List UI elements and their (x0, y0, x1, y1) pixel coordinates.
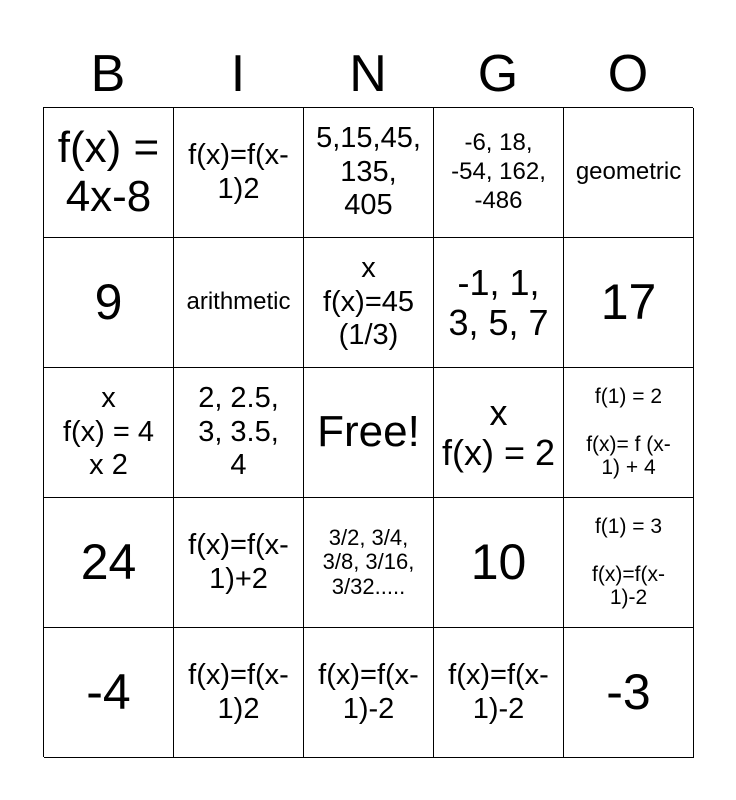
bingo-cell-o4[interactable]: f(1) = 3 f(x)=f(x- 1)-2 (564, 498, 694, 628)
bingo-cell-b2[interactable]: 9 (44, 238, 174, 368)
bingo-cell-o1[interactable]: geometric (564, 108, 694, 238)
bingo-cell-b4[interactable]: 24 (44, 498, 174, 628)
bingo-cell-g2[interactable]: -1, 1, 3, 5, 7 (434, 238, 564, 368)
bingo-board (43, 107, 693, 757)
bingo-cell-b1[interactable]: f(x) = 4x-8 (44, 108, 174, 238)
bingo-cell-i5[interactable]: f(x)=f(x- 1)2 (174, 628, 304, 758)
bingo-cell-n1[interactable]: 5,15,45, 135, 405 (304, 108, 434, 238)
bingo-cell-g5[interactable]: f(x)=f(x- 1)-2 (434, 628, 564, 758)
bingo-cell-i4[interactable]: f(x)=f(x- 1)+2 (174, 498, 304, 628)
header-letter-b: B (90, 45, 126, 103)
header-letter-n: N (349, 45, 387, 103)
bingo-cell-g4[interactable]: 10 (434, 498, 564, 628)
bingo-cell-n5[interactable]: f(x)=f(x- 1)-2 (304, 628, 434, 758)
bingo-cell-i3[interactable]: 2, 2.5, 3, 3.5, 4 (174, 368, 304, 498)
header-letter-g: G (477, 45, 519, 103)
bingo-cell-i1[interactable]: f(x)=f(x- 1)2 (174, 108, 304, 238)
bingo-cell-g3[interactable]: x f(x) = 2 (434, 368, 564, 498)
bingo-cell-i2[interactable]: arithmetic (174, 238, 304, 368)
header-letter-o: O (607, 45, 649, 103)
header-letter-i: I (230, 45, 246, 103)
bingo-header (43, 42, 693, 106)
bingo-cell-b3[interactable]: x f(x) = 4 x 2 (44, 368, 174, 498)
bingo-cell-o5[interactable]: -3 (564, 628, 694, 758)
bingo-cell-b5[interactable]: -4 (44, 628, 174, 758)
bingo-cell-g1[interactable]: -6, 18, -54, 162, -486 (434, 108, 564, 238)
bingo-cell-o3[interactable]: f(1) = 2 f(x)= f (x- 1) + 4 (564, 368, 694, 498)
bingo-cell-n2[interactable]: x f(x)=45 (1/3) (304, 238, 434, 368)
bingo-cell-free[interactable]: Free! (304, 368, 434, 498)
bingo-cell-n4[interactable]: 3/2, 3/4, 3/8, 3/16, 3/32..... (304, 498, 434, 628)
bingo-cell-o2[interactable]: 17 (564, 238, 694, 368)
